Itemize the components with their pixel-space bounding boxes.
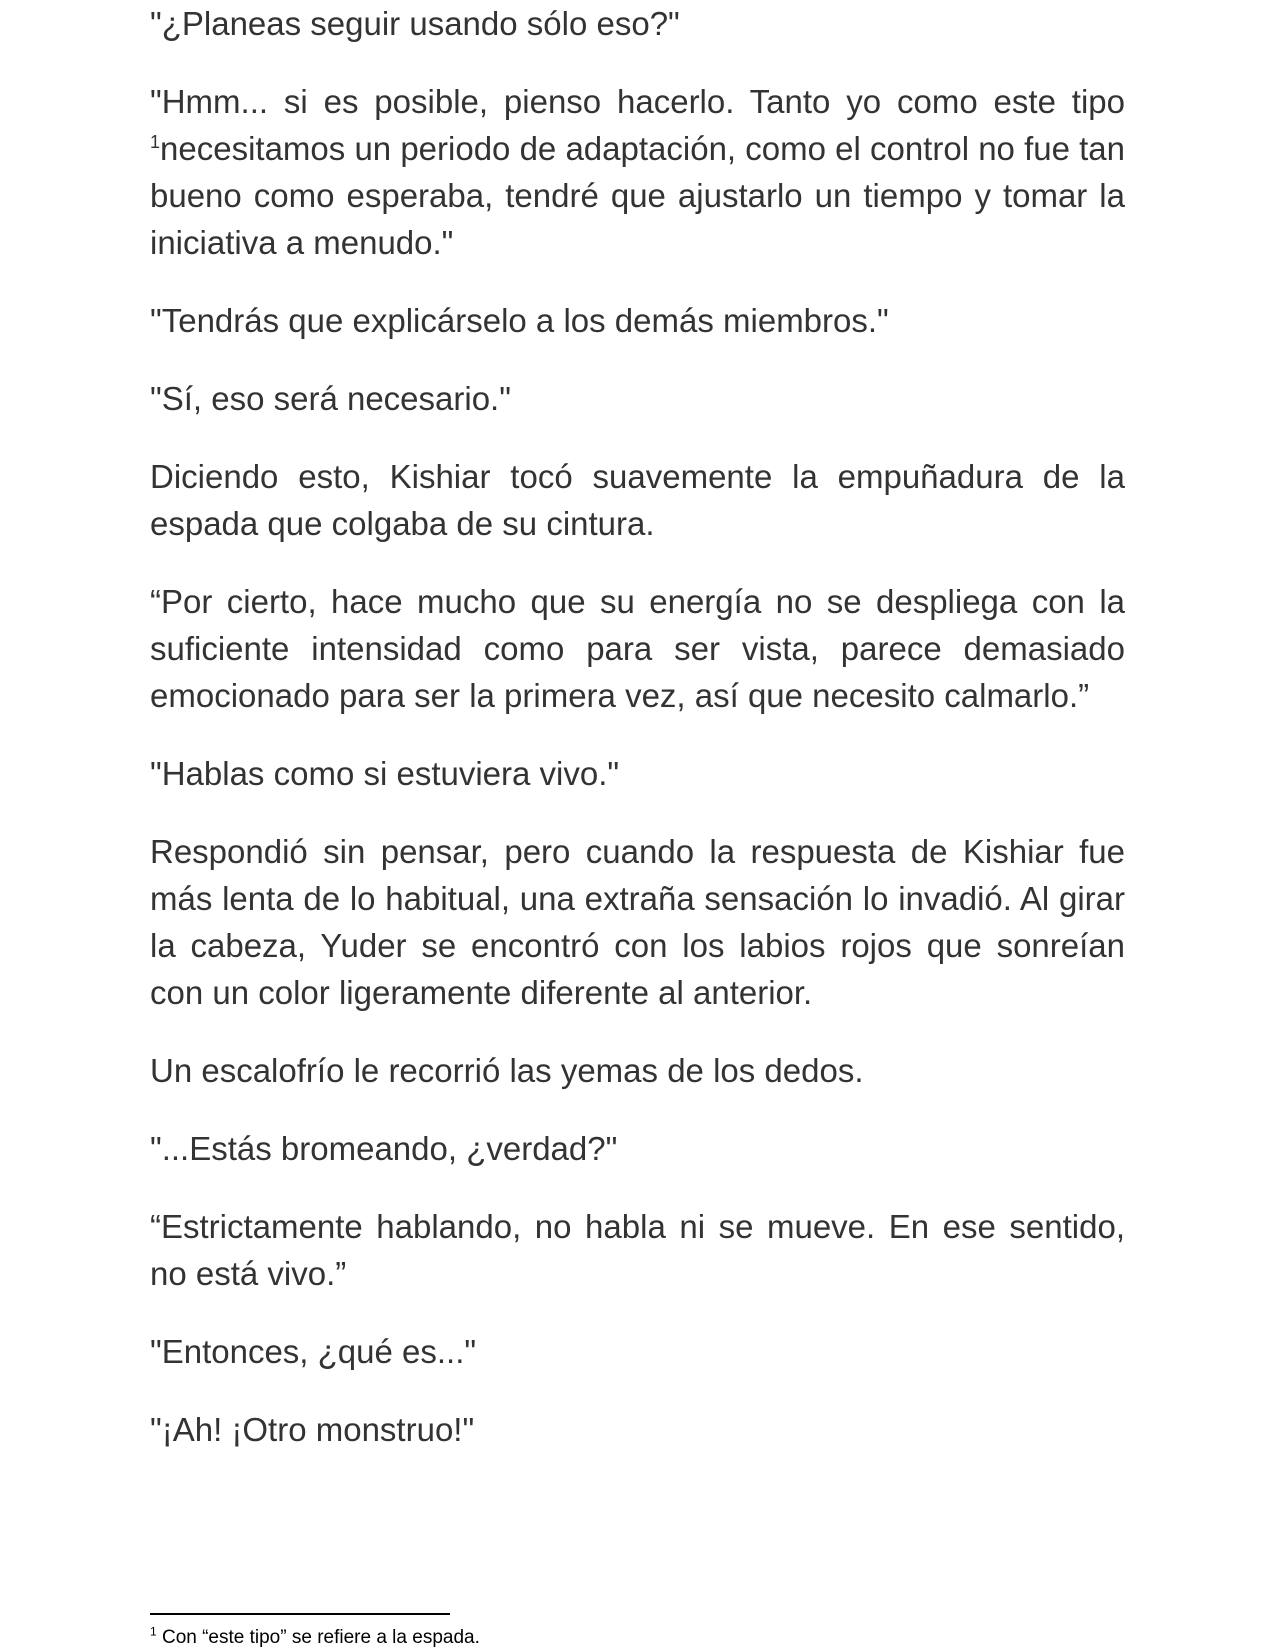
paragraph: “Estrictamente hablando, no habla ni se mueve. En ese sentido, no está vivo.” bbox=[150, 1208, 1125, 1292]
paragraph-text: "Hmm... si es posible, pienso hacerlo. Tanto yo como este tipo bbox=[150, 83, 1125, 120]
footnote bbox=[150, 1626, 1125, 1650]
paragraph: "Hablas como si estuviera vivo." bbox=[150, 755, 620, 792]
footnote-divider bbox=[150, 1613, 450, 1615]
paragraph: "¿Planeas seguir usando sólo eso?" bbox=[150, 5, 680, 42]
paragraph: "...Estás bromeando, ¿verdad?" bbox=[150, 1130, 618, 1167]
paragraph bbox=[150, 78, 1125, 266]
paragraph: "Sí, eso será necesario." bbox=[150, 380, 511, 417]
footnote-number: 1 bbox=[150, 1624, 157, 1639]
paragraph: "Tendrás que explicárselo a los demás miembros." bbox=[150, 302, 889, 339]
paragraph: Un escalofrío le recorrió las yemas de los dedos. bbox=[150, 1052, 864, 1089]
paragraph: “Por cierto, hace mucho que su energía no se despliega con la suficiente intensidad como para ser vista, parece demasiado emocionado para ser la primera vez, así que necesito calmarlo.” bbox=[150, 583, 1125, 714]
paragraph: Diciendo esto, Kishiar tocó suavemente la empuñadura de la espada que colgaba de su cintura. bbox=[150, 458, 1125, 542]
paragraph: "Entonces, ¿qué es..." bbox=[150, 1333, 477, 1370]
body-text bbox=[150, 0, 1125, 1484]
footnote-reference[interactable]: 1 bbox=[150, 132, 161, 152]
paragraph: "¡Ah! ¡Otro monstruo!" bbox=[150, 1411, 475, 1448]
paragraph-text-continued: necesitamos un periodo de adaptación, como el control no fue tan bueno como esperaba, tendré que ajustarlo un tiempo y tomar la iniciativa a menudo." bbox=[150, 130, 1125, 261]
footnote-text: Con “este tipo” se refiere a la espada. bbox=[156, 1627, 480, 1648]
paragraph: Respondió sin pensar, pero cuando la respuesta de Kishiar fue más lenta de lo habitual, una extraña sensación lo invadió. Al girar la cabeza, Yuder se encontró con los labios rojos que sonreían con un color ligeramente diferente al anterior. bbox=[150, 833, 1125, 1011]
